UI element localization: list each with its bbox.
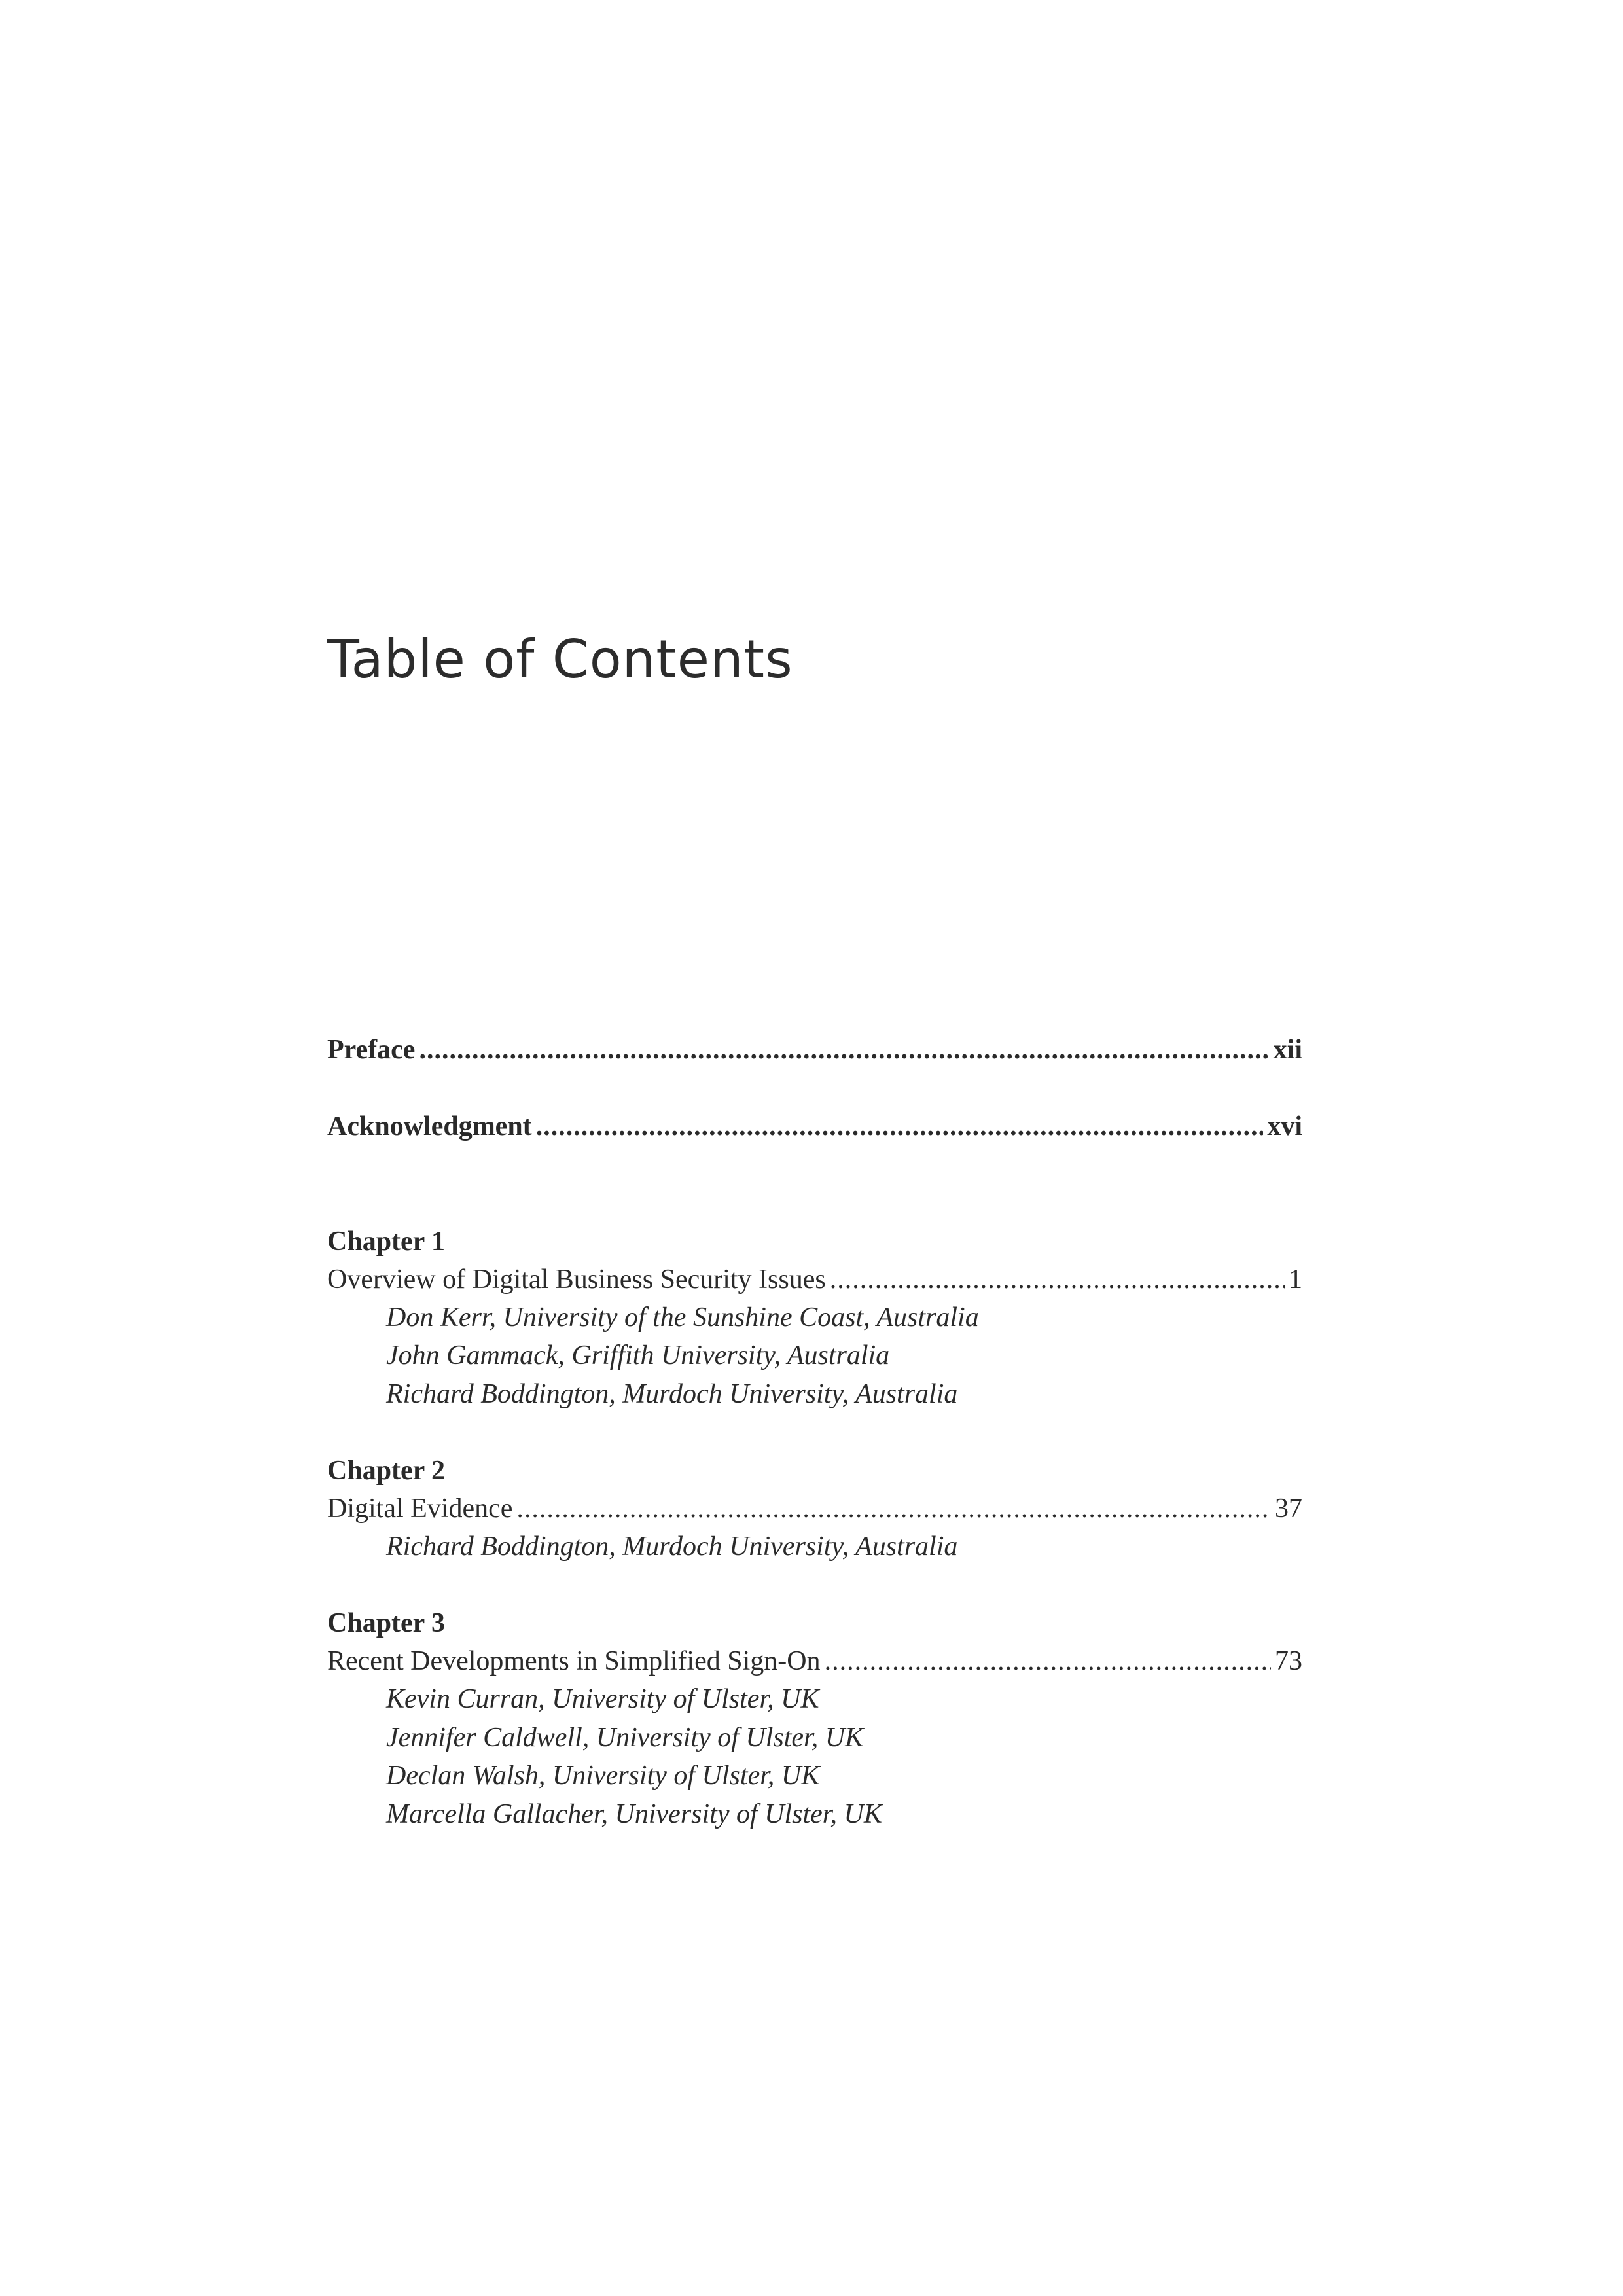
toc-entry-chapter-3[interactable] [327, 1645, 1302, 1677]
chapter-author: Richard Boddington, Murdoch University, Australia [386, 1532, 958, 1562]
toc-entry-preface[interactable] [327, 1034, 1302, 1066]
dot-leader [830, 1264, 1285, 1295]
chapter-author: John Gammack, Griffith University, Australia [386, 1340, 890, 1371]
chapter-label: Chapter 3 [327, 1608, 446, 1638]
dot-leader [536, 1111, 1264, 1142]
toc-entry-label: Digital Evidence [327, 1494, 513, 1524]
toc-entry-chapter-1[interactable] [327, 1264, 1302, 1295]
chapter-author: Jennifer Caldwell, University of Ulster, UK [386, 1723, 864, 1753]
toc-entry-label: Overview of Digital Business Security Issues [327, 1265, 826, 1295]
dot-leader [825, 1645, 1271, 1677]
toc-entry-page: 73 [1275, 1646, 1302, 1676]
dot-leader [419, 1034, 1269, 1066]
chapter-author: Richard Boddington, Murdoch University, Australia [386, 1379, 958, 1409]
toc-entry-page: xvi [1267, 1111, 1302, 1141]
chapter-author: Declan Walsh, University of Ulster, UK [386, 1761, 820, 1791]
toc-entry-page: xii [1273, 1035, 1302, 1065]
dot-leader [516, 1493, 1271, 1524]
page-title: Table of Contents [327, 629, 793, 690]
toc-entry-chapter-2[interactable] [327, 1493, 1302, 1524]
chapter-author: Marcella Gallacher, University of Ulster, UK [386, 1799, 882, 1829]
toc-entry-label: Acknowledgment [327, 1111, 532, 1141]
toc-entry-label: Recent Developments in Simplified Sign-On [327, 1646, 821, 1676]
toc-entry-page: 37 [1275, 1494, 1302, 1524]
chapter-label: Chapter 1 [327, 1227, 446, 1257]
toc-entry-label: Preface [327, 1035, 416, 1065]
chapter-label: Chapter 2 [327, 1456, 446, 1486]
toc-entry-acknowledgment[interactable] [327, 1111, 1302, 1142]
chapter-author: Kevin Curran, University of Ulster, UK [386, 1684, 819, 1714]
chapter-author: Don Kerr, University of the Sunshine Coast, Australia [386, 1302, 979, 1333]
toc-entry-page: 1 [1289, 1265, 1302, 1295]
